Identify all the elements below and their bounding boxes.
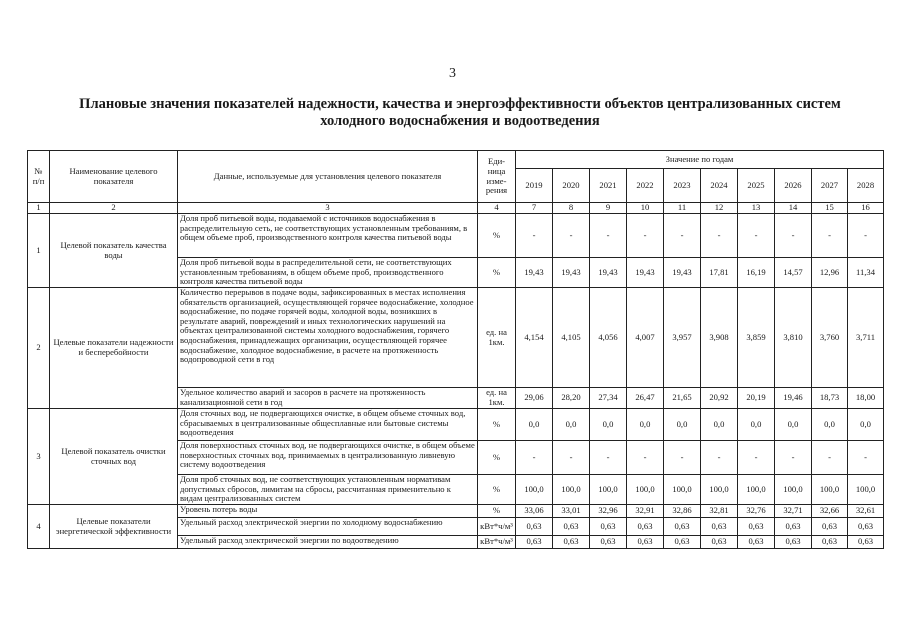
column-index: 9 xyxy=(590,203,627,214)
header-year: 2027 xyxy=(812,169,848,203)
value-cell: 32,66 xyxy=(812,505,848,518)
value-cell: 17,81 xyxy=(701,258,738,288)
value-cell: 20,92 xyxy=(701,388,738,409)
indicator-description: Доля поверхностных сточных вод, не подвергающихся очистке, в общем объеме поверхностных сточных вод, принимаемых в централизованную ливневую систему водоотведения xyxy=(178,441,478,475)
unit-cell: % xyxy=(478,475,516,505)
value-cell: 0,0 xyxy=(553,409,590,441)
value-cell: 100,0 xyxy=(775,475,812,505)
value-cell: 0,63 xyxy=(516,518,553,536)
header-unit: Еди- ница изме- рения xyxy=(478,151,516,203)
value-cell: - xyxy=(812,214,848,258)
indicator-description: Доля сточных вод, не подвергающихся очистке, в общем объеме сточных вод, сбрасываемых в централизованные общесплавные или бытовые системы водоотведения xyxy=(178,409,478,441)
value-cell: 33,01 xyxy=(553,505,590,518)
value-cell: 0,63 xyxy=(848,536,884,549)
value-cell: 21,65 xyxy=(664,388,701,409)
value-cell: 32,61 xyxy=(848,505,884,518)
value-cell: 19,43 xyxy=(516,258,553,288)
unit-cell: ед. на 1км. xyxy=(478,288,516,388)
value-cell: 0,0 xyxy=(848,409,884,441)
column-index: 7 xyxy=(516,203,553,214)
header-year: 2019 xyxy=(516,169,553,203)
group-number: 2 xyxy=(28,288,50,409)
unit-cell: % xyxy=(478,409,516,441)
value-cell: 4,007 xyxy=(627,288,664,388)
table-row xyxy=(28,409,884,441)
value-cell: 19,46 xyxy=(775,388,812,409)
value-cell: 32,81 xyxy=(701,505,738,518)
value-cell: 100,0 xyxy=(664,475,701,505)
title-line-2: холодного водоснабжения и водоотведения xyxy=(320,113,600,129)
column-index: 12 xyxy=(701,203,738,214)
value-cell: 32,86 xyxy=(664,505,701,518)
indicator-name: Целевые показатели энергетической эффективности xyxy=(50,505,178,549)
indicator-description: Удельный расход электрической энергии по водоотведению xyxy=(178,536,478,549)
value-cell: - xyxy=(590,214,627,258)
value-cell: 3,957 xyxy=(664,288,701,388)
indicator-description: Доля проб питьевой воды в распределительной сети, не соответствующих установленным требованиям, в общем объеме проб, производственного контроля качества питьевой воды xyxy=(178,258,478,288)
unit-cell: % xyxy=(478,258,516,288)
header-year: 2021 xyxy=(590,169,627,203)
indicator-description: Количество перерывов в подаче воды, зафиксированных в местах исполнения обязательств организацией, осуществляющей горячее водоснабжение, холодное водоснабжение, по подаче горячей воды, холодной воды, возникших в результате аварий, повреждений и иных технологических нарушений на объектах централизованной системы холодного водоснабжения, горячего водоснабжения, принадлежащих организации, осуществляющей горячее водоснабжение, холодное водоснабжение, в расчете на протяженность водопроводной сети в год xyxy=(178,288,478,388)
value-cell: 4,105 xyxy=(553,288,590,388)
value-cell: 32,76 xyxy=(738,505,775,518)
value-cell: 3,760 xyxy=(812,288,848,388)
value-cell: 0,0 xyxy=(516,409,553,441)
value-cell: 0,0 xyxy=(590,409,627,441)
value-cell: 0,63 xyxy=(664,518,701,536)
value-cell: 4,056 xyxy=(590,288,627,388)
unit-cell: % xyxy=(478,214,516,258)
value-cell: - xyxy=(627,441,664,475)
value-cell: 19,43 xyxy=(553,258,590,288)
document-title xyxy=(50,96,870,130)
value-cell: 32,96 xyxy=(590,505,627,518)
value-cell: 14,57 xyxy=(775,258,812,288)
unit-cell: ед. на 1км. xyxy=(478,388,516,409)
value-cell: - xyxy=(701,441,738,475)
value-cell: 32,71 xyxy=(775,505,812,518)
value-cell: - xyxy=(738,214,775,258)
value-cell: 0,63 xyxy=(553,536,590,549)
value-cell: 0,63 xyxy=(553,518,590,536)
value-cell: 4,154 xyxy=(516,288,553,388)
value-cell: 100,0 xyxy=(701,475,738,505)
value-cell: 0,0 xyxy=(627,409,664,441)
column-index: 2 xyxy=(50,203,178,214)
value-cell: - xyxy=(553,214,590,258)
value-cell: 11,34 xyxy=(848,258,884,288)
indicator-name: Целевой показатель качества воды xyxy=(50,214,178,288)
indicator-description: Удельное количество аварий и засоров в расчете на протяженность канализационной сети в год xyxy=(178,388,478,409)
column-index: 1 xyxy=(28,203,50,214)
table-row xyxy=(28,288,884,388)
value-cell: 0,63 xyxy=(848,518,884,536)
value-cell: - xyxy=(848,441,884,475)
value-cell: 27,34 xyxy=(590,388,627,409)
value-cell: - xyxy=(516,441,553,475)
column-index: 13 xyxy=(738,203,775,214)
header-name: Наименование целевого показателя xyxy=(50,151,178,203)
value-cell: 28,20 xyxy=(553,388,590,409)
value-cell: 0,63 xyxy=(775,518,812,536)
value-cell: 0,63 xyxy=(627,518,664,536)
column-index: 16 xyxy=(848,203,884,214)
column-index: 10 xyxy=(627,203,664,214)
value-cell: - xyxy=(775,441,812,475)
value-cell: - xyxy=(848,214,884,258)
column-index: 8 xyxy=(553,203,590,214)
group-number: 4 xyxy=(28,505,50,549)
value-cell: - xyxy=(701,214,738,258)
page-number: 3 xyxy=(449,66,456,81)
header-year: 2026 xyxy=(775,169,812,203)
unit-cell: кВт*ч/м³ xyxy=(478,536,516,549)
value-cell: 29,06 xyxy=(516,388,553,409)
value-cell: 0,0 xyxy=(701,409,738,441)
indicator-description: Удельный расход электрической энергии по холодному водоснабжению xyxy=(178,518,478,536)
value-cell: 19,43 xyxy=(627,258,664,288)
value-cell: 0,63 xyxy=(738,518,775,536)
value-cell: 3,810 xyxy=(775,288,812,388)
header-values-by-year: Значение по годам xyxy=(516,151,884,169)
indicator-name: Целевой показатель очистки сточных вод xyxy=(50,409,178,505)
value-cell: 0,63 xyxy=(775,536,812,549)
value-cell: 19,43 xyxy=(664,258,701,288)
value-cell: - xyxy=(775,214,812,258)
header-year: 2024 xyxy=(701,169,738,203)
value-cell: 16,19 xyxy=(738,258,775,288)
indicator-description: Доля проб сточных вод, не соответствующих установленным нормативам допустимых сбросов, лимитам на сбросы, рассчитанная применительно к видам централизованных систем xyxy=(178,475,478,505)
title-line-1: Плановые значения показателей надежности, качества и энергоэффективности объектов централизованных систем xyxy=(79,96,841,112)
value-cell: 100,0 xyxy=(812,475,848,505)
indicator-description: Доля проб питьевой воды, подаваемой с источников водоснабжения в распределительную сеть, не соответствующих установленным требованиям, в общем объеме проб, производственного контроля качества питьевой воды xyxy=(178,214,478,258)
value-cell: 20,19 xyxy=(738,388,775,409)
value-cell: 0,63 xyxy=(738,536,775,549)
table-row xyxy=(28,505,884,518)
value-cell: 100,0 xyxy=(590,475,627,505)
column-index: 15 xyxy=(812,203,848,214)
column-index: 3 xyxy=(178,203,478,214)
header-year: 2022 xyxy=(627,169,664,203)
value-cell: 100,0 xyxy=(738,475,775,505)
value-cell: 0,63 xyxy=(812,518,848,536)
indicator-name: Целевые показатели надежности и бесперебойности xyxy=(50,288,178,409)
value-cell: 33,06 xyxy=(516,505,553,518)
value-cell: 0,63 xyxy=(627,536,664,549)
value-cell: 3,908 xyxy=(701,288,738,388)
unit-cell: кВт*ч/м³ xyxy=(478,518,516,536)
value-cell: 0,63 xyxy=(664,536,701,549)
value-cell: 0,63 xyxy=(590,518,627,536)
value-cell: 0,63 xyxy=(701,518,738,536)
value-cell: - xyxy=(553,441,590,475)
value-cell: - xyxy=(627,214,664,258)
column-index: 11 xyxy=(664,203,701,214)
value-cell: 100,0 xyxy=(516,475,553,505)
value-cell: 3,711 xyxy=(848,288,884,388)
column-index: 4 xyxy=(478,203,516,214)
value-cell: 26,47 xyxy=(627,388,664,409)
value-cell: 100,0 xyxy=(553,475,590,505)
value-cell: 19,43 xyxy=(590,258,627,288)
value-cell: 0,63 xyxy=(812,536,848,549)
value-cell: 0,0 xyxy=(812,409,848,441)
group-number: 1 xyxy=(28,214,50,288)
indicators-table xyxy=(27,150,884,549)
header-num: № п/п xyxy=(28,151,50,203)
header-year: 2023 xyxy=(664,169,701,203)
value-cell: 100,0 xyxy=(848,475,884,505)
value-cell: - xyxy=(812,441,848,475)
value-cell: - xyxy=(664,441,701,475)
value-cell: - xyxy=(664,214,701,258)
value-cell: 0,63 xyxy=(590,536,627,549)
value-cell: 32,91 xyxy=(627,505,664,518)
value-cell: 100,0 xyxy=(627,475,664,505)
header-year: 2025 xyxy=(738,169,775,203)
value-cell: 3,859 xyxy=(738,288,775,388)
value-cell: 0,63 xyxy=(701,536,738,549)
table-row xyxy=(28,214,884,258)
unit-cell: % xyxy=(478,441,516,475)
header-year: 2020 xyxy=(553,169,590,203)
value-cell: 0,0 xyxy=(738,409,775,441)
value-cell: 12,96 xyxy=(812,258,848,288)
value-cell: 0,63 xyxy=(516,536,553,549)
value-cell: 0,0 xyxy=(775,409,812,441)
value-cell: 0,0 xyxy=(664,409,701,441)
group-number: 3 xyxy=(28,409,50,505)
unit-cell: % xyxy=(478,505,516,518)
indicator-description: Уровень потерь воды xyxy=(178,505,478,518)
column-index: 14 xyxy=(775,203,812,214)
value-cell: - xyxy=(516,214,553,258)
value-cell: 18,00 xyxy=(848,388,884,409)
header-data: Данные, используемые для установления целевого показателя xyxy=(178,151,478,203)
value-cell: - xyxy=(738,441,775,475)
value-cell: 18,73 xyxy=(812,388,848,409)
value-cell: - xyxy=(590,441,627,475)
header-year: 2028 xyxy=(848,169,884,203)
